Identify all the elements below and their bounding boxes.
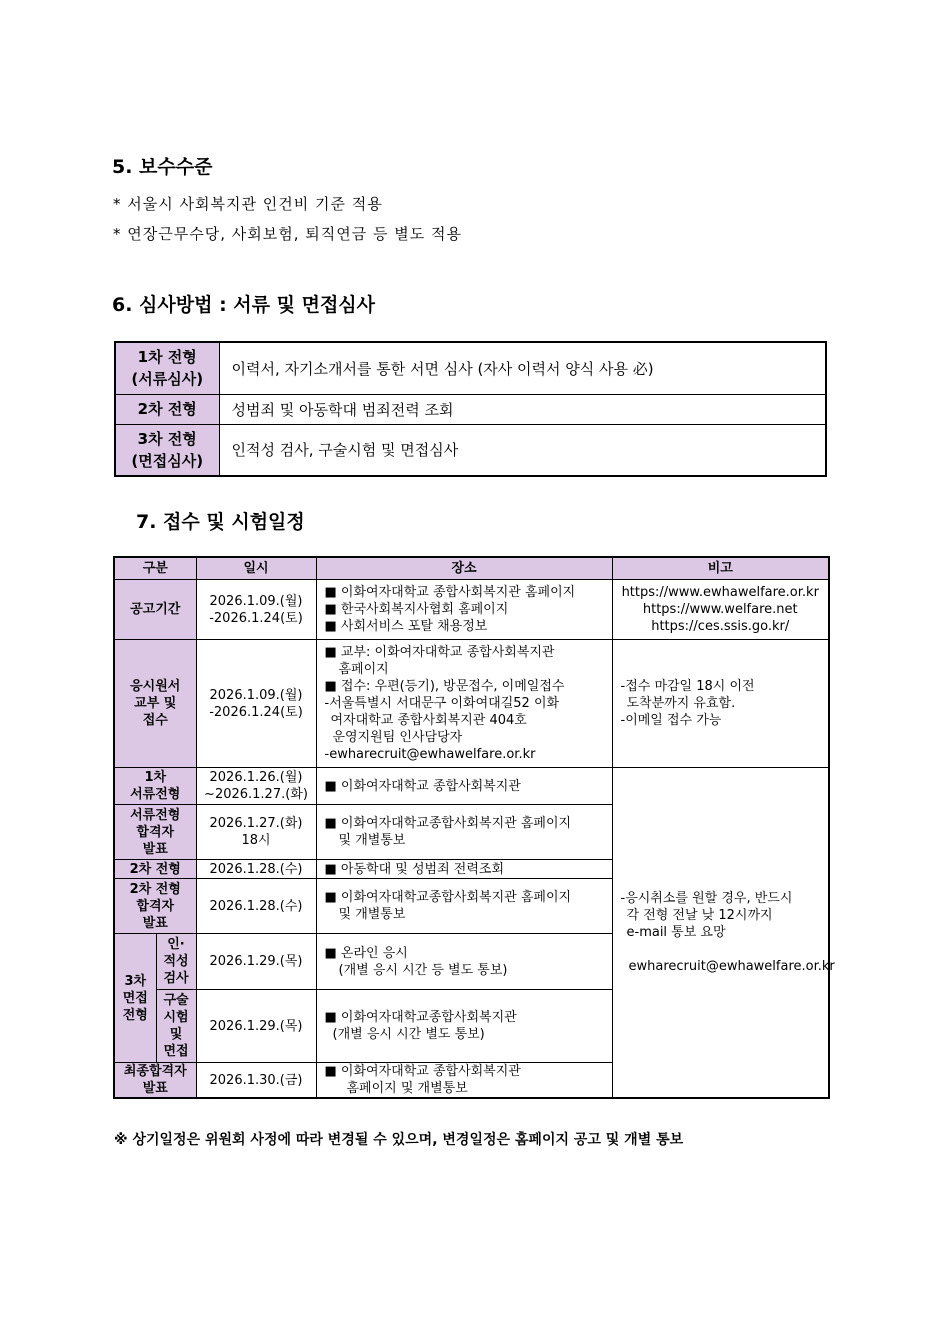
round2-result-date: 2026.1.28.(수) <box>196 879 316 934</box>
website-link[interactable]: https://ces.ssis.go.kr/ <box>651 619 790 634</box>
place-line: ■ 이화여자대학교종합사회복지관 <box>324 1010 517 1025</box>
email-link[interactable]: -ewharecruit@ewhawelfare.or.kr <box>324 747 536 762</box>
label-line: 시험 <box>163 1010 189 1025</box>
final-place <box>316 1063 612 1099</box>
aptitude-date: 2026.1.29.(목) <box>196 934 316 990</box>
section-5-title: 5. 보수수준 <box>112 156 213 178</box>
round1-result-date <box>196 805 316 860</box>
round3-group-label <box>114 934 156 1063</box>
place-line: ■ 이화여자대학교종합사회복지관 홈페이지 <box>324 816 572 831</box>
final-label <box>114 1063 196 1099</box>
date-line: 2026.1.09.(월) <box>209 593 303 609</box>
schedule-change-notice: ※ 상기일정은 위원회 사정에 따라 변경될 수 있으며, 변경일정은 홈페이지 공고 및 개별 통보 <box>114 1132 684 1148</box>
notice-place <box>316 580 612 640</box>
application-remarks <box>612 640 829 768</box>
label-line: 합격자 <box>136 824 175 840</box>
date-line: 18시 <box>241 833 271 848</box>
round-1-description: 이력서, 자기소개서를 통한 서면 심사 (자사 이력서 양식 사용 必) <box>219 342 826 394</box>
label-line: 응시원서 <box>130 679 181 694</box>
shared-remarks <box>612 768 835 1099</box>
round1-result-place <box>316 805 612 860</box>
label-line: 발표 <box>142 1081 168 1096</box>
header-remarks: 비고 <box>612 557 829 580</box>
table-row <box>115 394 826 424</box>
place-line: ■ 사회서비스 포탈 채용정보 <box>324 619 488 634</box>
remark-line: -접수 마감일 18시 이전 <box>620 679 755 694</box>
email-link[interactable]: ewharecruit@ewhawelfare.or.kr <box>628 959 835 974</box>
round-3-label <box>115 424 219 476</box>
date-line: -2026.1.24(토) <box>209 704 303 720</box>
label-line: 발표 <box>142 915 168 931</box>
interview-place <box>316 990 612 1063</box>
round-3-description: 인적성 검사, 구술시험 및 면접심사 <box>219 424 826 476</box>
application-place <box>316 640 612 768</box>
label-line: 검사 <box>163 971 189 986</box>
remark-line: e-mail 통보 요망 <box>626 925 726 940</box>
round2-result-label <box>114 879 196 934</box>
application-label <box>114 640 196 768</box>
place-line: (개별 응시 시간 등 별도 통보) <box>338 962 508 978</box>
table-row <box>114 640 829 768</box>
place-line: ■ 이화여자대학교 종합사회복지관 홈페이지 <box>324 585 576 600</box>
application-date <box>196 640 316 768</box>
remark-line: -이메일 접수 가능 <box>620 713 722 728</box>
label-line: 교부 및 <box>134 696 177 711</box>
date-line: 2026.1.26.(월) <box>209 770 303 785</box>
date-line: ~2026.1.27.(화) <box>204 787 308 802</box>
label-line: 발표 <box>142 841 168 857</box>
round1-place: ■ 이화여자대학교 종합사회복지관 <box>316 768 612 805</box>
header-date: 일시 <box>196 557 316 580</box>
place-line: (개별 응시 시간 별도 통보) <box>332 1027 485 1042</box>
website-link[interactable]: https://www.ewhawelfare.or.kr <box>621 585 819 600</box>
round2-place: ■ 아동학대 및 성범죄 전력조회 <box>316 860 612 879</box>
header-category: 구분 <box>114 557 196 580</box>
interview-label <box>156 990 196 1063</box>
label-line: 면접 <box>163 1044 189 1059</box>
label-line: 면접 <box>122 990 148 1006</box>
round-label-line: 1차 전형 <box>137 348 197 367</box>
date-line: 2026.1.09.(월) <box>209 687 303 703</box>
round1-label <box>114 768 196 805</box>
place-line: 홈페이지 <box>338 662 389 677</box>
label-line: 합격자 <box>136 898 175 914</box>
round-2-description: 성범죄 및 아동학대 범죄전력 조회 <box>219 394 826 424</box>
remark-line: 도착분까지 유효함. <box>626 696 736 711</box>
place-line: 여자대학교 종합사회복지관 404호 <box>330 713 527 728</box>
place-line: ■ 온라인 응시 <box>324 945 408 961</box>
aptitude-label <box>156 934 196 990</box>
schedule-table <box>113 556 835 1099</box>
label-line: 2차 전형 <box>129 881 181 897</box>
salary-note-2: * 연장근무수당, 사회보험, 퇴직연금 등 별도 적용 <box>113 225 462 243</box>
place-line: 운영지원팀 인사담당자 <box>332 730 463 745</box>
place-line: 및 개별통보 <box>338 907 406 922</box>
round-2-label: 2차 전형 <box>115 394 219 424</box>
label-line: 전형 <box>122 1007 148 1023</box>
round-1-label <box>115 342 219 394</box>
section-7-title: 7. 접수 및 시험일정 <box>136 511 305 533</box>
aptitude-place <box>316 934 612 990</box>
place-line: ■ 한국사회복지사협회 홈페이지 <box>324 602 509 617</box>
label-line: 서류전형 <box>130 787 181 802</box>
interview-date: 2026.1.29.(목) <box>196 990 316 1063</box>
salary-note-1: * 서울시 사회복지관 인건비 기준 적용 <box>113 195 383 213</box>
table-row <box>114 768 829 805</box>
label-line: 3차 <box>124 973 147 989</box>
round2-result-place <box>316 879 612 934</box>
place-line: 및 개별통보 <box>338 833 406 848</box>
header-place: 장소 <box>316 557 612 580</box>
place-line: -서울특별시 서대문구 이화여대길52 이화 <box>324 696 560 711</box>
date-line: 2026.1.27.(화) <box>209 816 303 831</box>
round1-result-label <box>114 805 196 860</box>
place-line: ■ 이화여자대학교종합사회복지관 홈페이지 <box>324 890 572 905</box>
label-line: 및 <box>169 1027 183 1042</box>
table-row <box>114 580 829 640</box>
round-label-line: 3차 전형 <box>137 429 197 448</box>
notice-label: 공고기간 <box>114 580 196 640</box>
place-line: 홈페이지 및 개별통보 <box>346 1081 468 1096</box>
round-label-line: (면접심사) <box>131 451 204 470</box>
place-line: ■ 이화여자대학교 종합사회복지관 <box>324 1064 521 1079</box>
notice-date <box>196 580 316 640</box>
label-line: 인· <box>167 937 185 952</box>
label-line: 1차 <box>144 770 167 785</box>
table-row <box>115 424 826 476</box>
label-line: 최종합격자 <box>123 1064 187 1079</box>
label-line: 구술 <box>163 993 189 1008</box>
remark-line: -응시취소를 원할 경우, 반드시 <box>620 891 793 906</box>
remark-line: 각 전형 전날 낮 12시까지 <box>626 908 773 923</box>
round2-date: 2026.1.28.(수) <box>196 860 316 879</box>
round1-date <box>196 768 316 805</box>
table-row <box>115 342 826 394</box>
screening-method-table <box>114 341 827 477</box>
website-link[interactable]: https://www.welfare.net <box>642 602 798 617</box>
section-6-title: 6. 심사방법 : 서류 및 면접심사 <box>112 294 376 316</box>
date-line: -2026.1.24(토) <box>209 610 303 626</box>
table-header-row <box>114 557 829 580</box>
place-line: ■ 교부: 이화여자대학교 종합사회복지관 <box>324 645 555 660</box>
round2-label: 2차 전형 <box>114 860 196 879</box>
round-label-line: (서류심사) <box>131 370 204 389</box>
place-line: ■ 접수: 우편(등기), 방문접수, 이메일접수 <box>324 679 565 694</box>
notice-remarks <box>612 580 829 640</box>
label-line: 접수 <box>142 713 168 728</box>
final-date: 2026.1.30.(금) <box>196 1063 316 1099</box>
label-line: 적성 <box>163 954 189 969</box>
label-line: 서류전형 <box>130 807 181 823</box>
